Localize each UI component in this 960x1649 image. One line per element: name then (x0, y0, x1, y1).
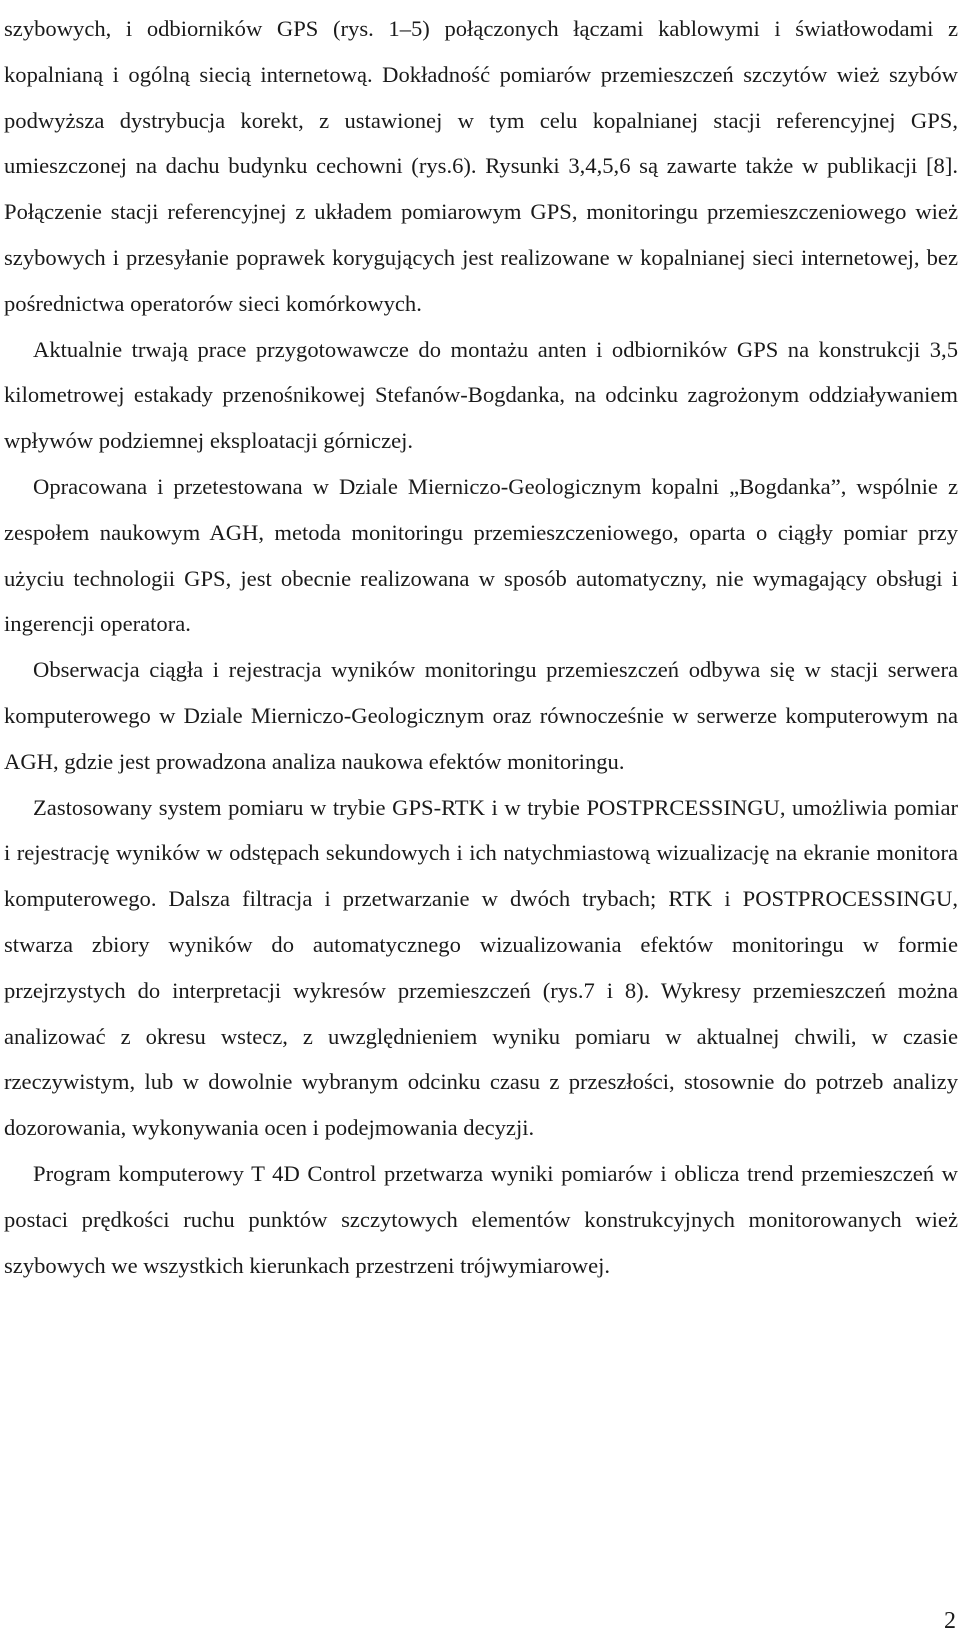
document-body (4, 6, 958, 1288)
paragraph-continuation: szybowych, i odbiorników GPS (rys. 1–5) połączonych łączami kablowymi i światłowodami z kopalnianą i ogólną siecią internetową. Dokładność pomiarów przemieszczeń szczytów wież szybów podwyższa dystrybucja korekt, z ustawionej w tym celu kopalnianej stacji referencyjnej GPS, umieszczonej na dachu budynku cechowni (rys.6). Rysunki 3,4,5,6 są zawarte także w publikacji [8]. Połączenie stacji referencyjnej z układem pomiarowym GPS, monitoringu przemieszczeniowego wież szybowych i przesyłanie poprawek korygujących jest realizowane w kopalnianej sieci internetowej, bez pośrednictwa operatorów sieci komórkowych. (4, 16, 958, 316)
paragraph-obserwacja: Obserwacja ciągła i rejestracja wyników monitoringu przemieszczeń odbywa się w stacji serwera komputerowego w Dziale Mierniczo-Geologicznym oraz równocześnie w serwerze komputerowym na AGH, gdzie jest prowadzona analiza naukowa efektów monitoringu. (4, 657, 958, 774)
page-number: 2 (944, 1608, 956, 1634)
paragraph-program: Program komputerowy T 4D Control przetwarza wyniki pomiarów i oblicza trend przemieszczeń w postaci prędkości ruchu punktów szczytowych elementów konstrukcyjnych monitorowanych wież szybowych we wszystkich kierunkach przestrzeni trójwymiarowej. (4, 1160, 958, 1278)
paragraph-metoda: Opracowana i przetestowana w Dziale Mierniczo-Geologicznym kopalni „Bogdanka”, wspólnie z zespołem naukowym AGH, metoda monitoringu przemieszczeniowego, oparta o ciągły pomiar przy użyciu technologii GPS, jest obecnie realizowana w sposób automatyczny, nie wymagający obsługi i ingerencji operatora. (4, 473, 958, 637)
paragraph-system-pomiaru: Zastosowany system pomiaru w trybie GPS-RTK i w trybie POSTPRCESSINGU, umożliwia pomiar i rejestrację wyników w odstępach sekundowych i ich natychmiastową wizualizację na ekranie monitora komputerowego. Dalsza filtracja i przetwarzanie w dwóch trybach; RTK i POSTPROCESSINGU, stwarza zbiory wyników do automatycznego wizualizowania efektów monitoringu w formie przejrzystych do interpretacji wykresów przemieszczeń (rys.7 i 8). Wykresy przemieszczeń można analizować z okresu wstecz, z uwzględnieniem wyniku pomiaru w aktualnej chwili, w czasie rzeczywistym, lub w dowolnie wybranym odcinku czasu z przeszłości, stosownie do potrzeb analizy dozorowania, wykonywania ocen i podejmowania decyzji. (4, 794, 958, 1141)
paragraph-estakada: Aktualnie trwają prace przygotowawcze do montażu anten i odbiorników GPS na konstrukcji 3,5 kilometrowej estakady przenośnikowej Stefanów-Bogdanka, na odcinku zagrożonym oddziaływaniem wpływów podziemnej eksploatacji górniczej. (4, 336, 958, 454)
